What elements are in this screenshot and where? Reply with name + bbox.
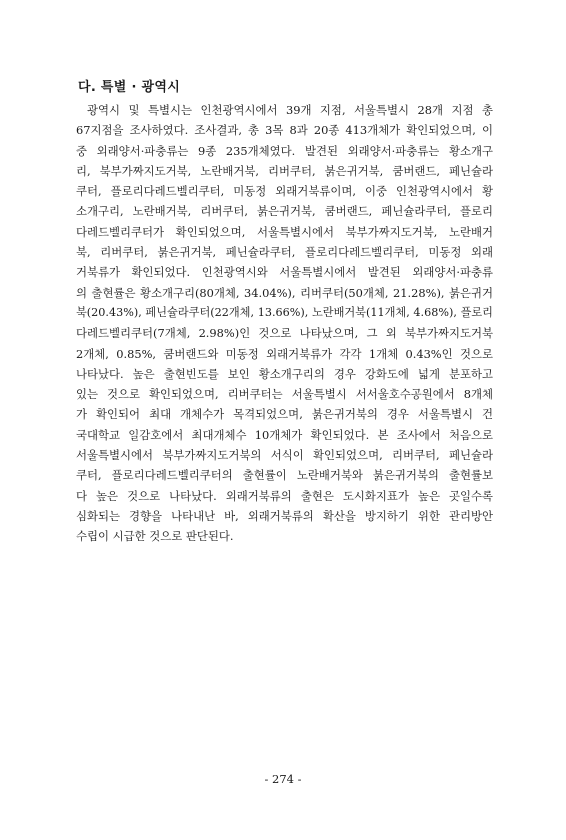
paragraph-line: 북, 리버쿠터, 붉은귀거북, 페닌슐라쿠터, 플로리다레드벨리쿠터, 미동정 외래 (76, 245, 493, 260)
paragraph-line: 광역시 및 특별시는 인천광역시에서 39개 지점, 서울특별시 28개 지점 총 (87, 103, 493, 117)
paragraph-line: 리, 북부가짜지도거북, 노란배거북, 리버쿠터, 붉은귀거북, 쿰버랜드, 페닌슐라 (76, 163, 493, 178)
paragraph-line: 소개구리, 노란배거북, 리버쿠터, 붉은귀거북, 쿰버랜드, 페닌슐라쿠터, 플로리 (76, 204, 493, 219)
paragraph-line: 다레드벨리쿠터가 확인되었으며, 서울특별시에서 북부가짜지도거북, 노란배거 (76, 224, 493, 239)
paragraph-line: 쿠터, 플로리다레드벨리쿠터의 출현률이 노란배거북와 붉은귀거북의 출현률보 (76, 468, 493, 483)
paragraph-line: 심화되는 경향을 나타내난 바, 외래거북류의 확산을 방지하기 위한 관리방안 (76, 508, 493, 523)
paragraph-line: 거북류가 확인되었다. 인천광역시와 서울특별시에서 발견된 외래양서·파충류 (76, 265, 493, 280)
paragraph-line: 67지점을 조사하였다. 조사결과, 총 3목 8과 20종 413개체가 확인되었으며, 이 (76, 123, 493, 138)
paragraph-line: 있는 것으로 확인되었으며, 리버쿠터는 서울특별시 서서울호수공원에서 8개체 (76, 387, 493, 402)
page-number: - 274 - (264, 772, 302, 786)
body-paragraph (76, 100, 493, 547)
paragraph-line: 쿠터, 플로리다레드벨리쿠터, 미동정 외래거북류이며, 이중 인천광역시에서 황 (76, 184, 493, 199)
paragraph-line: 나타났다. 높은 출현빈도를 보인 황소개구리의 경우 강화도에 넓게 분포하고 (76, 366, 493, 381)
section-heading: 다. 특별 · 광역시 (78, 80, 181, 95)
paragraph-line: 중 외래양서·파충류는 9종 235개체였다. 발견된 외래양서·파충류는 황소개구 (76, 143, 493, 158)
paragraph-line: 의 출현률은 황소개구리(80개체, 34.04%), 리버쿠터(50개체, 21.28%), 붉은귀거 (76, 285, 493, 300)
paragraph-line: 2개체, 0.85%, 쿰버랜드와 미동정 외래거북류가 각각 1개체 0.43%인 것으로 (76, 346, 493, 361)
paragraph-line: 가 확인되어 최대 개체수가 목격되었으며, 붉은귀거북의 경우 서울특별시 건 (76, 407, 493, 422)
paragraph-line: 국대학교 일감호에서 최대개체수 10개체가 확인되었다. 본 조사에서 처음으로 (76, 427, 493, 442)
paragraph-line: 북(20.43%), 페닌슐라쿠터(22개체, 13.66%), 노란배거북(11개체, 4.68%), 플로리 (76, 305, 493, 319)
paragraph-line: 다 높은 것으로 나타났다. 외래거북류의 출현은 도시화지표가 높은 곳일수록 (76, 488, 493, 503)
paragraph-line: 서울특별시에서 북부가짜지도거북의 서식이 확인되었으며, 리버쿠터, 페닌슐라 (76, 448, 493, 463)
paragraph-line: 수립이 시급한 것으로 판단된다. (76, 529, 234, 544)
paragraph-line: 다레드벨리쿠터(7개체, 2.98%)인 것으로 나타났으며, 그 외 북부가짜지도거북 (76, 326, 493, 341)
